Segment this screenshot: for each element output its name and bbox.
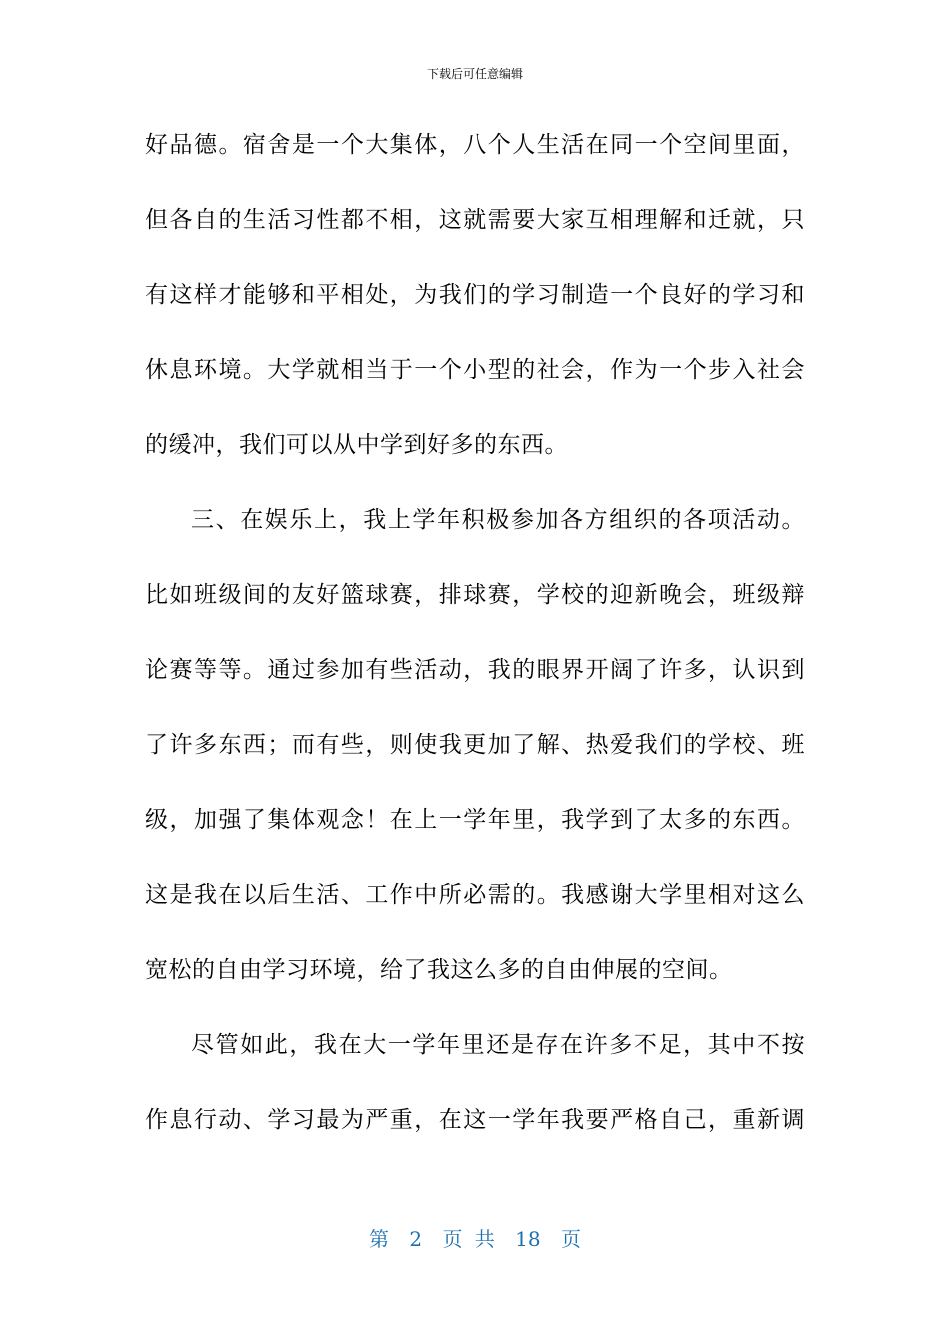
- text-line: 作息行动、学习最为严重，在这一学年我要严格自己，重新调: [145, 1107, 805, 1133]
- text-line: 级，加强了集体观念！在上一学年里，我学到了太多的东西。: [145, 807, 805, 833]
- footer-middle: 页 共: [442, 1227, 495, 1251]
- footer-suffix: 页: [560, 1227, 581, 1251]
- text-line: 比如班级间的友好篮球赛，排球赛，学校的迎新晚会，班级辩: [145, 582, 805, 608]
- paragraph-start-line: 三、在娱乐上，我上学年积极参加各方组织的各项活动。: [191, 507, 805, 533]
- text-line: 这是我在以后生活、工作中所必需的。我感谢大学里相对这么: [145, 882, 805, 908]
- text-line: 宽松的自由学习环境，给了我这么多的自由伸展的空间。: [145, 957, 733, 983]
- text-line: 有这样才能够和平相处，为我们的学习制造一个良好的学习和: [145, 282, 805, 308]
- footer-page-number: 2: [409, 1227, 423, 1251]
- body-text: [145, 125, 805, 1175]
- text-line: 但各自的生活习性都不相，这就需要大家互相理解和迁就，只: [145, 207, 805, 233]
- footer-prefix: 第: [369, 1227, 389, 1251]
- footer-total-pages: 18: [515, 1227, 541, 1251]
- text-line: 好品德。宿舍是一个大集体，八个人生活在同一个空间里面，: [145, 132, 805, 158]
- text-line: 论赛等等。通过参加有些活动，我的眼界开阔了许多，认识到: [145, 657, 805, 683]
- text-line: 休息环境。大学就相当于一个小型的社会，作为一个步入社会: [145, 357, 805, 383]
- text-line: 了许多东西；而有些，则使我更加了解、热爱我们的学校、班: [145, 732, 805, 758]
- text-line: 的缓冲，我们可以从中学到好多的东西。: [145, 432, 568, 458]
- paragraph-start-line: 尽管如此，我在大一学年里还是存在许多不足，其中不按: [191, 1032, 805, 1058]
- header-note: 下载后可任意编辑: [426, 67, 523, 81]
- page-footer: [0, 1225, 950, 1253]
